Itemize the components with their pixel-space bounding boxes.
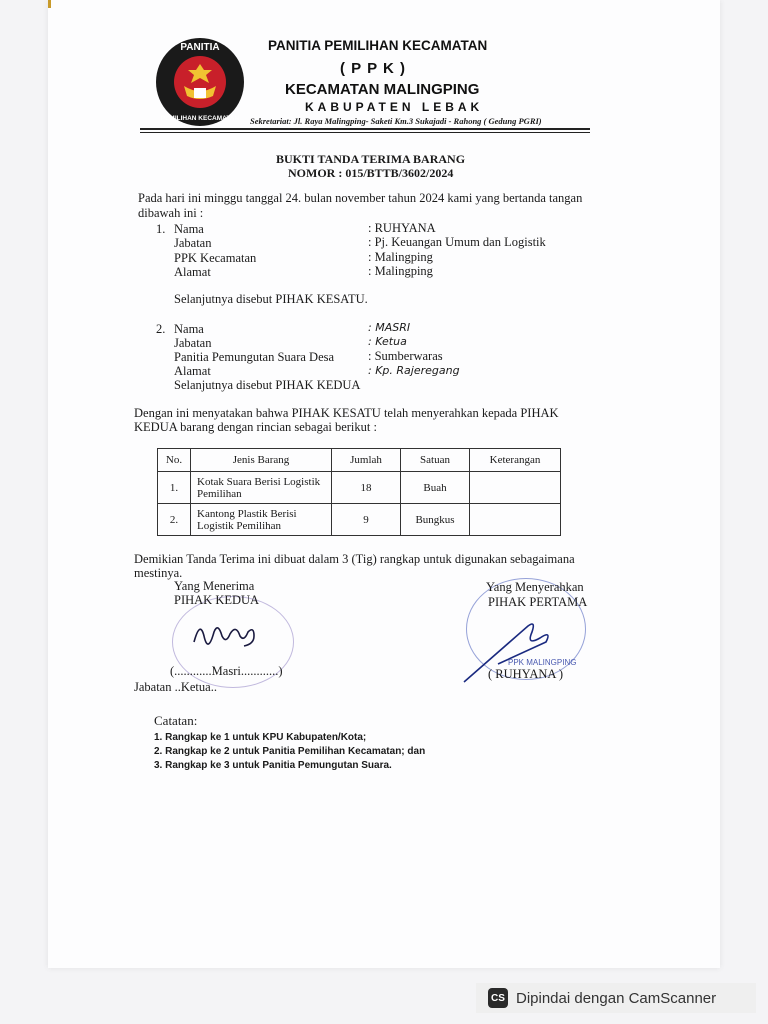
table-header-row [158,449,561,472]
party1-value: : Malingping [368,264,433,278]
col-header: Keterangan [470,449,561,472]
sign-left-jabatan: Jabatan ..Ketua.. [134,680,217,694]
intro-line1: Pada hari ini minggu tanggal 24. bulan november tahun 2024 kami yang bertanda tangan [138,191,583,205]
party1-alias: Selanjutnya disebut PIHAK KESATU. [174,292,368,306]
party2-label: Jabatan [174,336,212,350]
header-line1: PANITIA PEMILIHAN KECAMATAN [268,38,488,53]
cell-item [191,504,332,536]
party2-value: : Ketua [368,335,407,348]
cell-item-line: Pemilihan [197,487,242,500]
party1-value: : RUHYANA [368,221,436,235]
statement-line2: KEDUA barang dengan rincian sebagai berikut : [134,420,377,434]
ppk-logo [154,36,246,128]
cell-qty: 9 [332,504,401,536]
items-table [157,448,561,536]
closing-line2: mestinya. [134,566,183,580]
svg-text:PEMILIHAN KECAMATAN: PEMILIHAN KECAMATAN [160,115,240,122]
sign-left-name: (............Masri............) [170,664,283,678]
party1-value: : Malingping [368,250,433,264]
party1-label: Alamat [174,265,211,279]
header-address: Sekretariat: Jl. Raya Malingping- Saketi Km.3 Sukajadi - Rahong ( Gedung PGRI) [250,116,542,126]
doc-title: BUKTI TANDA TERIMA BARANG [276,152,466,166]
sign-left-title: Yang Menerima [174,579,255,593]
col-header: Satuan [401,449,470,472]
camscanner-label: Dipindai dengan CamScanner [516,989,717,1007]
closing-line1: Demikian Tanda Terima ini dibuat dalam 3 (Tig) rangkap untuk digunakan sebagaimana [134,552,575,566]
cell-unit: Buah [401,472,470,504]
notes-item: 1. Rangkap ke 1 untuk KPU Kabupaten/Kota; [154,732,367,743]
party1-label: PPK Kecamatan [174,251,257,265]
cell-item [191,472,332,504]
header-line2: ( P P K ) [340,60,406,77]
doc-number: NOMOR : 015/BTTB/3602/2024 [288,166,454,180]
cell-note [470,472,561,504]
statement-line1: Dengan ini menyatakan bahwa PIHAK KESATU telah menyerahkan kepada PIHAK [134,406,559,420]
notes-item: 2. Rangkap ke 2 untuk Panitia Pemilihan Kecamatan; dan [154,746,426,757]
party1-value: : Pj. Keuangan Umum dan Logistik [368,235,546,249]
party2-value: : Kp. Rajeregang [368,364,460,377]
cell-no: 2. [158,504,191,536]
cell-item-line: Kantong Plastik Berisi [197,507,297,520]
header-line3: KECAMATAN MALINGPING [285,81,480,98]
cell-item-line: Kotak Suara Berisi Logistik [197,475,321,488]
table-row [158,472,561,504]
camscanner-icon: CS [488,988,508,1008]
signature-left-icon [186,612,276,662]
party2-alias: Selanjutnya disebut PIHAK KEDUA [174,378,361,392]
table-row [158,504,561,536]
party1-label: Nama [174,222,204,236]
intro-line2: dibawah ini : [138,206,204,220]
cell-no: 1. [158,472,191,504]
col-header: No. [158,449,191,472]
col-header: Jenis Barang [191,449,332,472]
header-rule [140,128,590,130]
col-header: Jumlah [332,449,401,472]
corner-mark [48,0,51,8]
party2-number: 2. [156,322,166,336]
sign-right-party: PIHAK PERTAMA [488,595,588,609]
header-line4: KABUPATEN LEBAK [305,100,484,114]
party2-label: Nama [174,322,204,336]
svg-text:PANITIA: PANITIA [180,42,220,53]
cell-qty: 18 [332,472,401,504]
party2-value: : Sumberwaras [368,349,443,363]
stamp-right-text: PPK MALINGPING [508,658,577,667]
party2-label: Panitia Pemungutan Suara Desa [174,350,335,364]
sign-right-name: ( RUHYANA ) [488,667,563,681]
party2-label: Alamat [174,364,211,378]
sign-right-title: Yang Menyerahkan [486,580,584,594]
cell-unit: Bungkus [401,504,470,536]
camscanner-watermark [476,983,756,1013]
sign-left-party: PIHAK KEDUA [174,593,260,607]
party1-number: 1. [156,222,166,236]
party1-label: Jabatan [174,236,212,250]
cell-note [470,504,561,536]
notes-title: Catatan: [154,713,198,728]
party2-value: : MASRI [368,321,411,334]
notes-item: 3. Rangkap ke 3 untuk Panitia Pemungutan Suara. [154,760,392,771]
cell-item-line: Logistik Pemilihan [197,519,282,532]
header-rule-thin [140,132,590,133]
